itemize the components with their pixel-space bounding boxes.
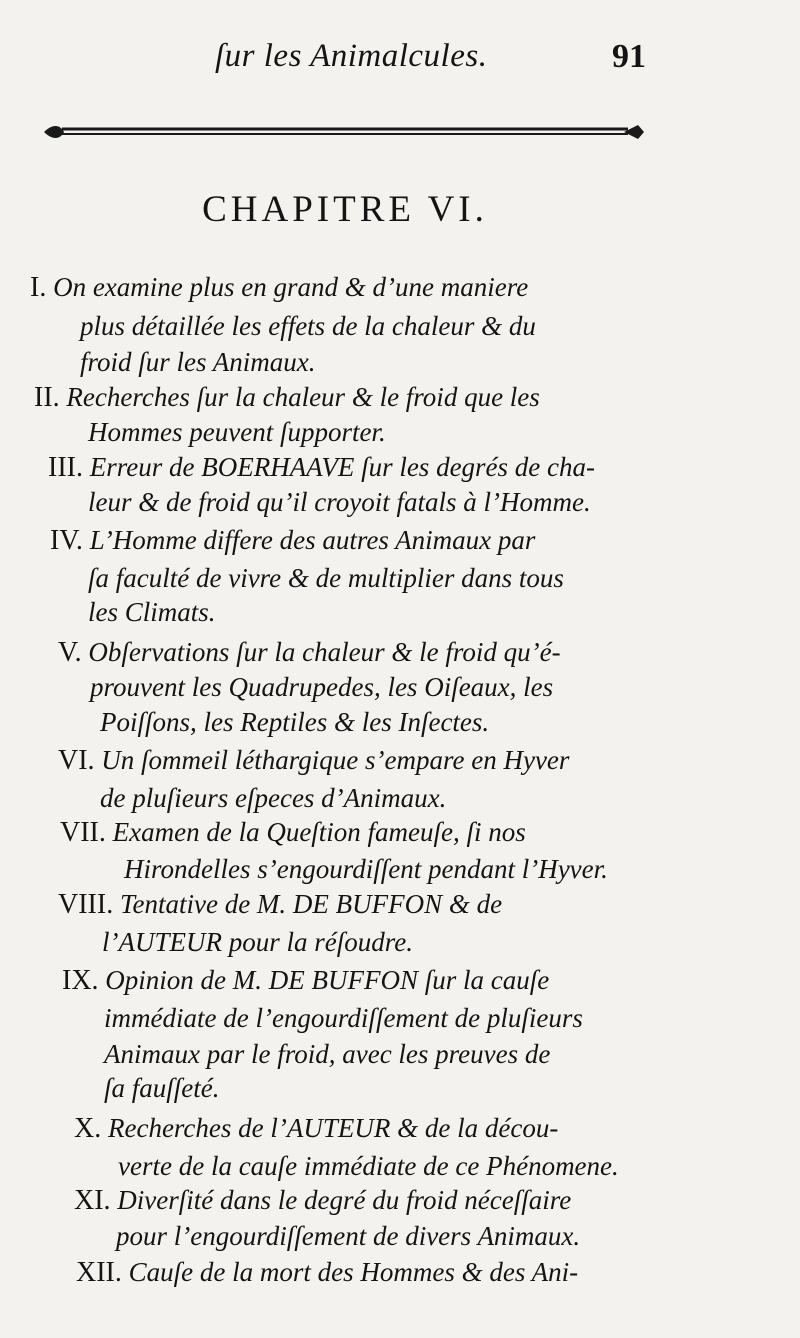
entry-line: Erreur de BOERHAAVE ſur les degrés de cha- (89, 452, 596, 482)
running-head (0, 38, 800, 88)
entry-line: Hommes peuvent ſupporter. (88, 417, 386, 447)
entry-line: leur & de froid qu’il croyoit fatals à l’Homme. (88, 487, 591, 517)
entry-line: Tentative de M. DE BUFFON & de (119, 889, 503, 919)
entry-line: ſa faculté de vivre & de multiplier dans tous (88, 563, 564, 593)
entry-number: X. (74, 1113, 102, 1144)
entry-number: VI. (58, 745, 95, 776)
entry-number: II. (34, 382, 60, 413)
entry-number: VII. (60, 817, 106, 848)
entry-line: l’AUTEUR pour la réſoudre. (102, 927, 413, 957)
entry-line: Hirondelles s’engourdiſſent pendant l’Hyver. (124, 854, 608, 884)
entry-line: Examen de la Queſtion fameuſe, ſi nos (112, 817, 526, 847)
chapter-title: CHAPITRE VI. (202, 189, 488, 230)
entry-line: prouvent les Quadrupedes, les Oiſeaux, les (90, 672, 554, 702)
running-title: ſur les Animalcules. (215, 38, 488, 74)
entry-line: Animaux par le froid, avec les preuves de (104, 1039, 551, 1069)
page-number: 91 (612, 38, 646, 75)
ornamental-rule-icon (38, 120, 650, 144)
entry-number: XI. (74, 1185, 111, 1216)
entry-number: XII. (76, 1257, 122, 1288)
decorative-rule (38, 120, 650, 144)
entry-line: Opinion de M. DE BUFFON ſur la cauſe (105, 965, 550, 995)
entry-line: immédiate de l’engourdiſſement de pluſieurs (104, 1003, 583, 1033)
entry-line: pour l’engourdiſſement de divers Animaux. (116, 1221, 581, 1251)
entry-line: L’Homme differe des autres Animaux par (89, 525, 536, 555)
entry-line: Recherches de l’AUTEUR & de la décou- (107, 1113, 559, 1143)
entry-line: ſa fauſſeté. (104, 1073, 220, 1103)
entry-line: plus détaillée les effets de la chaleur & du (80, 311, 536, 341)
entry-number: IV. (50, 525, 83, 556)
chapter-heading (0, 188, 800, 231)
entry-line: On examine plus en grand & d’une maniere (53, 272, 529, 302)
entry-number: V. (58, 637, 82, 668)
entry-line: Recherches ſur la chaleur & le froid que les (66, 382, 540, 412)
entry-number: IX. (62, 965, 99, 996)
entry-number: VIII. (58, 889, 114, 920)
entry-line: Poiſſons, les Reptiles & les Inſectes. (100, 707, 490, 737)
entry-number: III. (48, 452, 83, 483)
entry-line: Obſervations ſur la chaleur & le froid qu’é- (88, 637, 561, 667)
entry-line: verte de la cauſe immédiate de ce Phénomene. (118, 1151, 619, 1181)
entry-number: I. (30, 272, 47, 303)
entry-line: de pluſieurs eſpeces d’Animaux. (100, 783, 447, 813)
entry-line: froid ſur les Animaux. (80, 347, 316, 377)
entry-line: Un ſommeil léthargique s’empare en Hyver (101, 745, 570, 775)
entry-line: Diverſité dans le degré du froid néceſſaire (117, 1185, 572, 1215)
entry-line: les Climats. (88, 597, 216, 627)
entry-line: Cauſe de la mort des Hommes & des Ani- (128, 1257, 579, 1287)
